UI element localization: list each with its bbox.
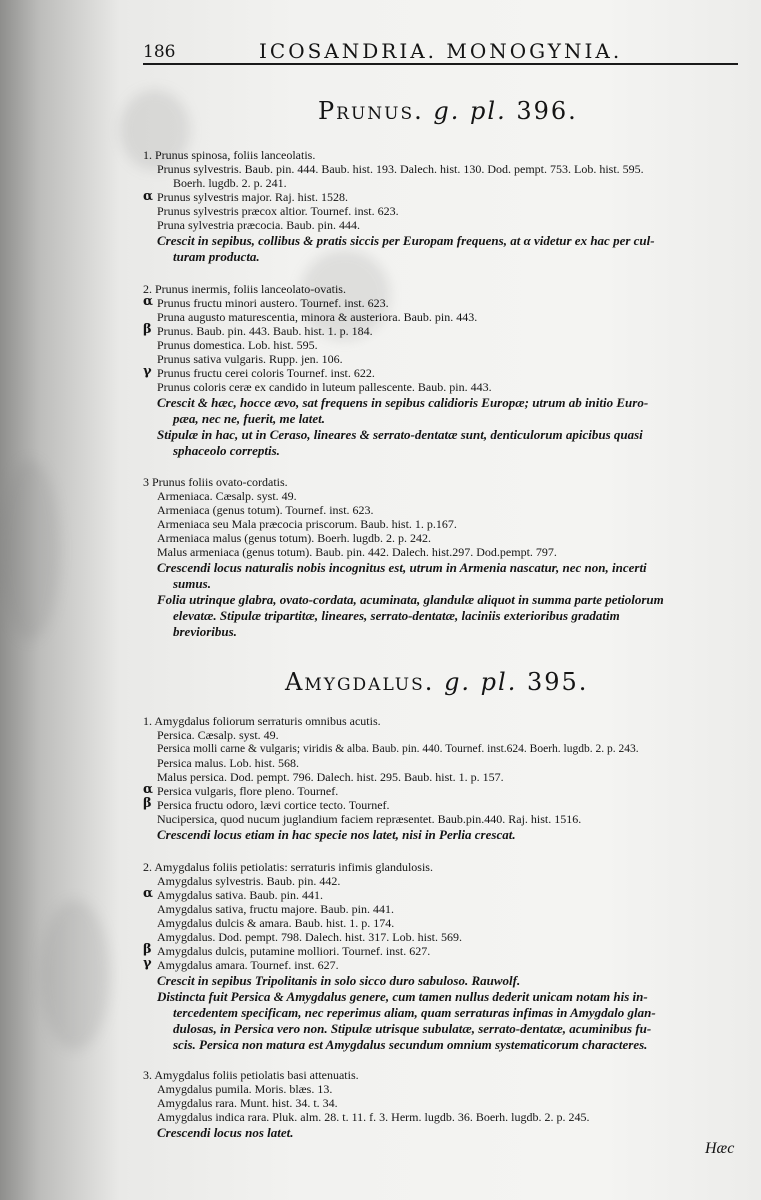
observation-note: dulosas, in Persica vero non. Stipulæ utrisque subulatæ, serrato-dentatæ, acuminibus fu- <box>173 1021 652 1036</box>
synonym-line: Amygdalus pumila. Moris. blæs. 13. <box>157 1082 333 1096</box>
synonym-line: Amygdalus dulcis & amara. Baub. hist. 1. p. 174. <box>157 916 395 930</box>
synonym-line: Pruna sylvestria præcocia. Baub. pin. 444. <box>157 218 360 232</box>
habitat-note: Crescendi locus etiam in hac specie nos latet, nisi in Perlia crescat. <box>157 827 516 842</box>
variety-marker: α <box>143 294 154 309</box>
observation-note: elevatæ. Stipulæ tripartitæ, lineares, serrato-dentatæ, laciniis exterioribus gradatim <box>173 608 620 623</box>
habitat-note: sumus. <box>173 576 211 591</box>
synonym-line: Amygdalus sativa. Baub. pin. 441. <box>157 888 323 902</box>
page-stain <box>40 900 110 1050</box>
synonym-line: Prunus sylvestris præcox altior. Tournef. inst. 623. <box>157 204 399 218</box>
variety-marker: γ <box>143 364 152 379</box>
variety-marker: β <box>143 796 152 811</box>
synonym-line: Malus armeniaca (genus totum). Baub. pin. 442. Dalech. hist.297. Dod.pempt. 797. <box>157 545 557 559</box>
synonym-line: Nucipersica, quod nucum juglandium faciem repræsentet. Baub.pin.440. Raj. hist. 1516. <box>157 812 582 826</box>
genus-ref: g. pl. <box>433 97 507 125</box>
variety-marker: α <box>143 189 154 204</box>
species-title: 1. Prunus spinosa, foliis lanceolatis. <box>143 148 316 162</box>
synonym-line: Prunus sylvestris. Baub. pin. 444. Baub. hist. 193. Dalech. hist. 130. Dod. pempt. 753. Lob. hist. 595. <box>157 162 644 176</box>
observation-note: tercedentem specificam, nec reperimus aliam, quam serraturas infimas in Amygdalo glan- <box>173 1005 656 1020</box>
synonym-line: Amygdalus sylvestris. Baub. pin. 442. <box>157 874 341 888</box>
genus-heading-amygdalus <box>285 668 588 696</box>
header-rule <box>143 63 738 65</box>
observation-note: scis. Persica non matura est Amygdalus secundum omnium systematicorum characteres. <box>173 1037 648 1052</box>
synonym-line: Persica molli carne & vulgaris; viridis & alba. Baub. pin. 440. Tournef. inst.624. Boerh. lugdb. 2. p. 243. <box>157 743 639 755</box>
habitat-note: turam producta. <box>173 249 260 264</box>
species-title: 3 Prunus foliis ovato-cordatis. <box>143 475 288 489</box>
habitat-note: Crescit in sepibus, collibus & pratis siccis per Europam frequens, at α videtur ex hac per cul- <box>157 233 655 248</box>
synonym-line: Armeniaca seu Mala præcocia priscorum. Baub. hist. 1. p.167. <box>157 517 457 531</box>
observation-note: sphaceolo correptis. <box>173 443 280 458</box>
synonym-line: Amygdalus amara. Tournef. inst. 627. <box>157 958 339 972</box>
synonym-line: Malus persica. Dod. pempt. 796. Dalech. hist. 295. Baub. hist. 1. p. 157. <box>157 770 504 784</box>
species-title: 2. Prunus inermis, foliis lanceolato-ovatis. <box>143 282 346 296</box>
variety-marker: α <box>143 782 154 797</box>
synonym-line: Prunus fructu minori austero. Tournef. inst. 623. <box>157 296 389 310</box>
synonym-line: Amygdalus dulcis, putamine molliori. Tournef. inst. 627. <box>157 944 431 958</box>
habitat-note: Crescit in sepibus Tripolitanis in solo sicco duro sabuloso. Rauwolf. <box>157 973 521 988</box>
genus-heading-prunus <box>318 97 578 125</box>
genus-name: Amygdalus. <box>285 668 435 696</box>
running-title: ICOSANDRIA. MONOGYNIA. <box>259 39 623 63</box>
synonym-line: Armeniaca. Cæsalp. syst. 49. <box>157 489 297 503</box>
variety-marker: γ <box>143 956 152 971</box>
genus-name: Prunus. <box>318 97 424 125</box>
habitat-note: Crescendi locus naturalis nobis incognitus est, utrum in Armenia nascatur, nec non, incerti <box>157 560 647 575</box>
synonym-line: Armeniaca malus (genus totum). Boerh. lugdb. 2. p. 242. <box>157 531 431 545</box>
synonym-line: Persica fructu odoro, lævi cortice tecto. Tournef. <box>157 798 390 812</box>
synonym-line: Prunus fructu cerei coloris Tournef. inst. 622. <box>157 366 375 380</box>
observation-note: Stipulæ in hac, ut in Ceraso, lineares & serrato-dentatæ sunt, denticulorum apicibus quasi <box>157 427 643 442</box>
genus-number: 396. <box>516 97 578 125</box>
synonym-line: Prunus sylvestris major. Raj. hist. 1528. <box>157 190 349 204</box>
genus-ref: g. pl. <box>444 668 518 696</box>
page-stain <box>0 460 60 640</box>
synonym-line: Persica malus. Lob. hist. 568. <box>157 756 299 770</box>
variety-marker: α <box>143 886 154 901</box>
species-title: 3. Amygdalus foliis petiolatis basi attenuatis. <box>143 1068 359 1082</box>
habitat-note: Crescendi locus nos latet. <box>157 1125 294 1140</box>
synonym-line: Prunus sativa vulgaris. Rupp. jen. 106. <box>157 352 343 366</box>
observation-note: Folia utrinque glabra, ovato-cordata, acuminata, glandulæ aliquot in summa parte petiolorum <box>157 592 664 607</box>
habitat-note: pæa, nec ne, fuerit, me latet. <box>173 411 326 426</box>
synonym-line: Prunus. Baub. pin. 443. Baub. hist. 1. p. 184. <box>157 324 373 338</box>
synonym-line: Prunus domestica. Lob. hist. 595. <box>157 338 318 352</box>
species-title: 2. Amygdalus foliis petiolatis: serraturis infimis glandulosis. <box>143 860 433 874</box>
synonym-line: Prunus coloris ceræ ex candido in luteum pallescente. Baub. pin. 443. <box>157 380 492 394</box>
page-number: 186 <box>143 42 176 62</box>
synonym-line: Amygdalus rara. Munt. hist. 34. t. 34. <box>157 1096 338 1110</box>
synonym-line: Armeniaca (genus totum). Tournef. inst. 623. <box>157 503 374 517</box>
species-title: 1. Amygdalus foliorum serraturis omnibus acutis. <box>143 714 381 728</box>
observation-note: brevioribus. <box>173 624 237 639</box>
synonym-line: Amygdalus. Dod. pempt. 798. Dalech. hist. 317. Lob. hist. 569. <box>157 930 462 944</box>
running-header <box>143 36 743 64</box>
habitat-note: Crescit & hæc, hocce ævo, sat frequens in sepibus calidioris Europæ; utrum ab initio Euro- <box>157 395 649 410</box>
synonym-line: Amygdalus sativa, fructu majore. Baub. pin. 441. <box>157 902 394 916</box>
observation-note: Distincta fuit Persica & Amygdalus genere, cum tamen nullus dederit unicam notam his in- <box>157 989 648 1004</box>
synonym-line: Amygdalus indica rara. Pluk. alm. 28. t. 11. f. 3. Herm. lugdb. 36. Boerh. lugdb. 2. p. 245. <box>157 1110 590 1124</box>
genus-number: 395. <box>527 668 589 696</box>
synonym-line: Boerh. lugdb. 2. p. 241. <box>173 176 287 190</box>
catchword: Hæc <box>705 1140 735 1157</box>
synonym-line: Persica. Cæsalp. syst. 49. <box>157 728 279 742</box>
synonym-line: Pruna augusto maturescentia, minora & austeriora. Baub. pin. 443. <box>157 310 478 324</box>
synonym-line: Persica vulgaris, flore pleno. Tournef. <box>157 784 339 798</box>
variety-marker: β <box>143 322 152 337</box>
variety-marker: β <box>143 942 152 957</box>
